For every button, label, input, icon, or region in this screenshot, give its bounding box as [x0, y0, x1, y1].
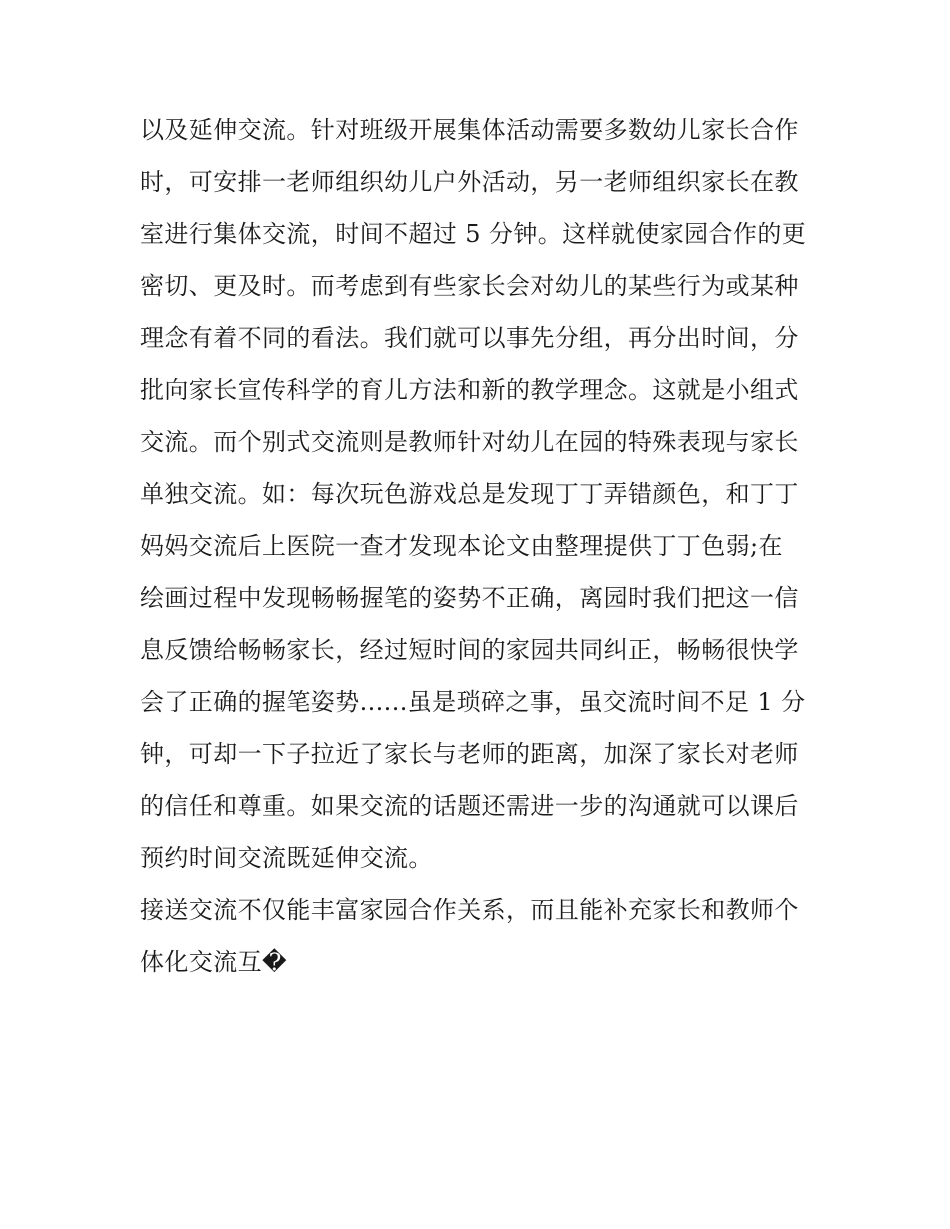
text-line: 预约时间交流既延伸交流。 — [140, 844, 433, 872]
text-line: 接送交流不仅能丰富家园合作关系，而且能补充家长和教师个 — [140, 896, 799, 924]
text-line: 钟，可却一下子拉近了家长与老师的距离，加深了家长对老师 — [140, 740, 799, 768]
text-line: 会了正确的握笔姿势......虽是琐碎之事，虽交流时间不足 1 分 — [140, 688, 806, 716]
text-line: 交流。而个别式交流则是教师针对幼儿在园的特殊表现与家长 — [140, 428, 799, 456]
body-text — [140, 108, 820, 992]
text-line: 体化交流互� — [140, 948, 288, 976]
text-line: 的信任和尊重。如果交流的话题还需进一步的沟通就可以课后 — [140, 792, 799, 820]
text-line: 绘画过程中发现畅畅握笔的姿势不正确，离园时我们把这一信 — [140, 584, 799, 612]
text-line: 妈妈交流后上医院一查才发现本论文由整理提供丁丁色弱;在 — [140, 532, 783, 560]
text-line: 批向家长宣传科学的育儿方法和新的教学理念。这就是小组式 — [140, 376, 799, 404]
text-line: 以及延伸交流。针对班级开展集体活动需要多数幼儿家长合作 — [140, 116, 799, 144]
text-line: 密切、更及时。而考虑到有些家长会对幼儿的某些行为或某种 — [140, 272, 799, 300]
text-line: 时，可安排一老师组织幼儿户外活动，另一老师组织家长在教 — [140, 168, 799, 196]
text-line: 室进行集体交流，时间不超过 5 分钟。这样就使家园合作的更 — [140, 220, 807, 248]
text-line: 息反馈给畅畅家长，经过短时间的家园共同纠正，畅畅很快学 — [140, 636, 799, 664]
text-line: 单独交流。如：每次玩色游戏总是发现丁丁弄错颜色，和丁丁 — [140, 480, 799, 508]
text-line: 理念有着不同的看法。我们就可以事先分组，再分出时间，分 — [140, 324, 799, 352]
